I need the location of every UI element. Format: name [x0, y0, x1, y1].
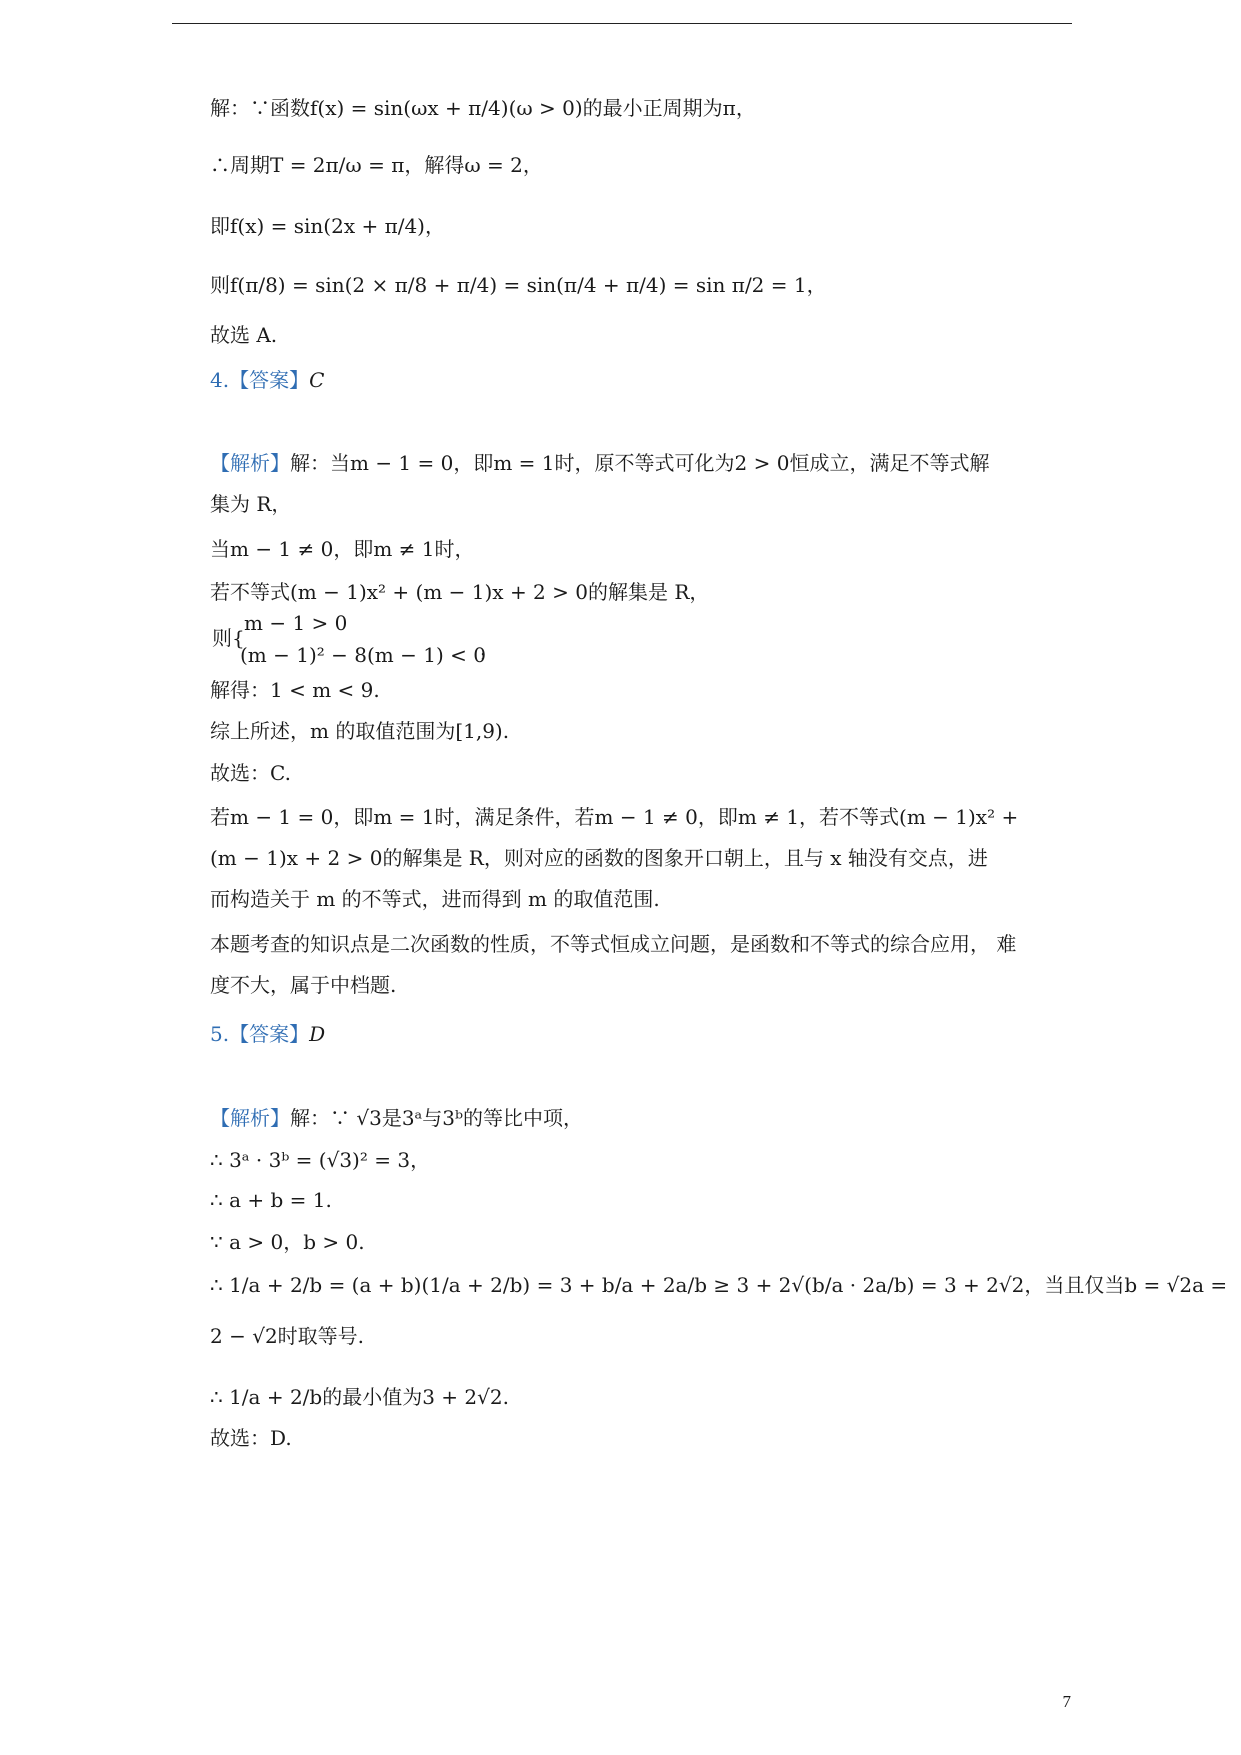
q4-analysis-line-8: 若m − 1 = 0，即m = 1时，满足条件，若m − 1 ≠ 0，即m ≠ 1，若不等式(m − 1)x² + — [210, 805, 1019, 829]
q5-analysis-line-6: 2 − √2时取等号. — [210, 1324, 365, 1348]
sol3-line-5: 故选 A. — [210, 323, 278, 347]
q4-analysis-line-12: 度不大，属于中档题. — [210, 973, 397, 997]
sol3-line-4: 则f(π/8) = sin(2 × π/8 + π/4) = sin(π/4 + π/4) = sin π/2 = 1， — [210, 273, 827, 297]
q5-answer-label: 5.【答案】 — [210, 1022, 310, 1046]
q5-answer-heading — [210, 1021, 325, 1047]
q5-analysis-line-2: ∴ 3ᵃ · 3ᵇ = (√3)² = 3， — [210, 1148, 431, 1172]
q4-system-brace: 则{ — [212, 626, 245, 650]
q5-analysis-line-7: ∴ 1/a + 2/b的最小值为3 + 2√2. — [210, 1385, 509, 1409]
q4-analysis-line-7: 故选：C. — [210, 761, 291, 785]
q4-answer-heading — [210, 367, 324, 393]
q4-analysis-tag: 【解析】 — [210, 451, 290, 475]
sol3-line-2: ∴周期T = 2π/ω = π，解得ω = 2， — [210, 153, 543, 177]
q4-answer-label: 4.【答案】 — [210, 368, 310, 392]
q4-analysis-line-6: 综上所述，m 的取值范围为[1,9). — [210, 719, 510, 743]
q4-analysis-line-9: (m − 1)x + 2 > 0的解集是 R，则对应的函数的图象开口朝上，且与 x 轴没有交点，进 — [210, 846, 988, 870]
q4-analysis-line-1 — [210, 450, 989, 476]
q4-answer-value: C — [309, 368, 325, 392]
q5-analysis-line-1 — [210, 1105, 583, 1131]
q5-analysis-line-8: 故选：D. — [210, 1426, 292, 1450]
sol3-line-3: 即f(x) = sin(2x + π/4)， — [210, 214, 445, 238]
sol3-line-1: 解：∵函数f(x) = sin(ωx + π/4)(ω > 0)的最小正周期为π， — [210, 96, 756, 120]
q5-analysis-tag: 【解析】 — [210, 1106, 290, 1130]
q5-answer-value: D — [309, 1022, 326, 1046]
q4-analysis-line-10: 而构造关于 m 的不等式，进而得到 m 的取值范围. — [210, 887, 660, 911]
q4-system-comma: ， — [480, 636, 500, 660]
q5-analysis-line-5: ∴ 1/a + 2/b = (a + b)(1/a + 2/b) = 3 + b/a + 2a/b ≥ 3 + 2√(b/a · 2a/b) = 3 + 2√2，当且仅当b = √2a = — [210, 1273, 1228, 1297]
q5-analysis-text-1: 解：∵ √3是3ᵃ与3ᵇ的等比中项， — [290, 1106, 583, 1130]
q4-system-top: m − 1 > 0 — [244, 611, 348, 635]
header-rule — [172, 23, 1072, 24]
q4-analysis-line-4: 若不等式(m − 1)x² + (m − 1)x + 2 > 0的解集是 R， — [210, 580, 710, 604]
q4-analysis-line-2: 集为 R， — [210, 492, 292, 516]
q4-analysis-line-3: 当m − 1 ≠ 0，即m ≠ 1时， — [210, 537, 475, 561]
q4-system-bottom: (m − 1)² − 8(m − 1) < 0 — [240, 643, 486, 667]
q5-analysis-line-3: ∴ a + b = 1. — [210, 1188, 332, 1212]
page-number: 7 — [1062, 1692, 1071, 1711]
q4-analysis-line-11: 本题考查的知识点是二次函数的性质，不等式恒成立问题，是函数和不等式的综合应用， 难 — [210, 932, 1017, 956]
q4-analysis-text-1: 解：当m − 1 = 0，即m = 1时，原不等式可化为2 > 0恒成立，满足不等式解 — [290, 451, 990, 475]
q5-analysis-line-4: ∵ a > 0，b > 0. — [210, 1230, 365, 1254]
q4-analysis-line-5: 解得：1 < m < 9. — [210, 678, 380, 702]
